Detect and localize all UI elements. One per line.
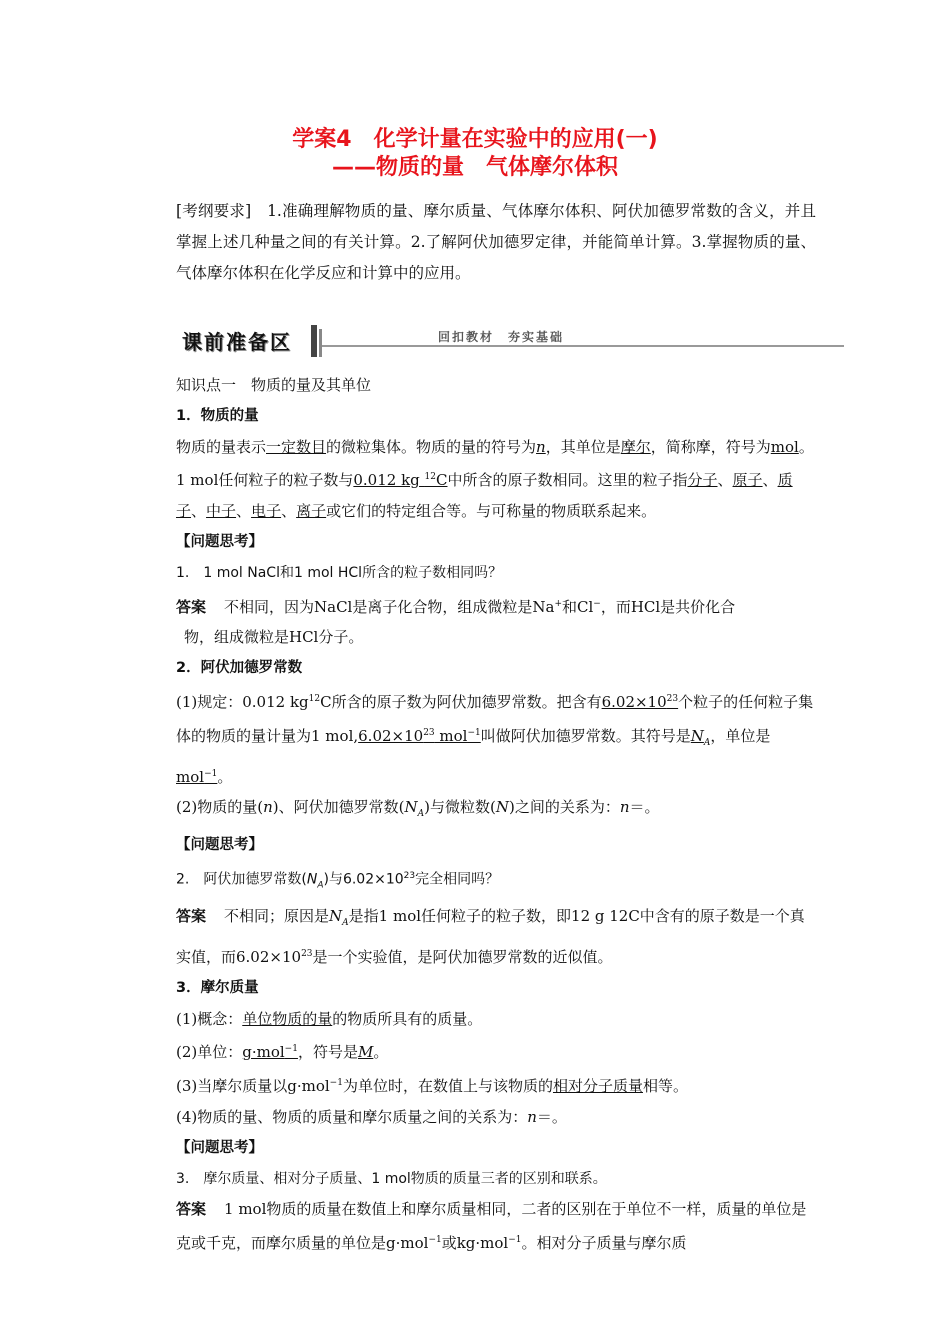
knowledge-point-heading: 知识点一 物质的量及其单位 xyxy=(176,376,372,394)
question-1: 1. 1 mol NaCl和1 mol HCl所含的粒子数相同吗？ xyxy=(176,564,503,581)
question-think-label: 【问题思考】 xyxy=(176,533,263,550)
page-subtitle: ——物质的量 气体摩尔体积 xyxy=(331,155,618,180)
banner-divider-thin xyxy=(319,329,322,357)
heading-avogadro: 2．阿伏加德罗常数 xyxy=(176,660,303,677)
paragraph-amount-definition: 物质的量表示一定数目的微粒集体。物质的量的符号为n，其单位是摩尔，简称摩，符号为mol。1 mol任何粒子的粒子数与0.012 kg $^{12}$C中所含的原子数相同。这里的粒子指分子、原子、质子、中子、电子、离子或它们的特定组合等。与可称量的物质联系起来。 xyxy=(176,437,814,521)
paragraph-molar-mass-relation: (4)物质的量、物质的质量和摩尔质量之间的关系为：n＝。 xyxy=(176,1107,567,1126)
question-think-label: 【问题思考】 xyxy=(176,1139,263,1156)
paragraph-molar-mass-concept: (1)概念：单位物质的量的物质所具有的质量。 xyxy=(176,1009,483,1028)
banner-divider xyxy=(311,325,317,357)
question-2: 2. 阿伏加德罗常数$(N_A)$与$6.02\times 10^{23}$完全相同吗？ xyxy=(176,870,500,891)
answer-2: 答案 不相同；原因是$N_A$是指1 mol任何粒子的粒子数，即12 g 12C中含有的原子数是一个真实值，而$6.02\times 10^{23}$是一个实验值，是阿伏加德罗常数的近似值。 xyxy=(176,907,805,966)
question-3: 3. 摩尔质量、相对分子质量、1 mol物质的质量三者的区别和联系。 xyxy=(176,1170,607,1187)
exam-requirements: [考纲要求] 1.准确理解物质的量、摩尔质量、气体摩尔体积、阿伏加德罗常数的含义，并且掌握上述几种量之间的有关计算。2.了解阿伏加德罗定律，并能简单计算。3.掌握物质的量、气体摩尔体积在化学反应和计算中的应用。 xyxy=(176,202,816,282)
heading-molar-mass: 3．摩尔质量 xyxy=(176,979,259,996)
answer-3: 答案 1 mol物质的质量在数值上和摩尔质量相同，二者的区别在于单位不一样，质量的单位是克或千克，而摩尔质量的单位是g·mol$^{-1}$或kg·mol$^{-1}$。相对分子质量与摩尔质 xyxy=(176,1200,807,1253)
answer-1: 答案 不相同，因为NaCl是离子化合物，组成微粒是Na+和Cl−，而HCl是共价化合 xyxy=(176,597,736,616)
banner-rule xyxy=(322,345,844,347)
paragraph-relation-n: (2)物质的量(n)、阿伏加德罗常数$(N_A)$与微粒数(N)之间的关系为：n＝。 xyxy=(176,798,660,820)
answer-1-continued: 物，组成微粒是HCl分子。 xyxy=(184,628,364,647)
paragraph-molar-mass-unit: (2)单位：g·mol$^{-1}$，符号是M。 xyxy=(176,1043,389,1062)
question-think-label: 【问题思考】 xyxy=(176,837,263,854)
banner-tag: 课前准备区 xyxy=(182,330,292,354)
banner-subtitle: 回扣教材 夯实基础 xyxy=(438,330,565,344)
main-content xyxy=(176,370,816,1259)
heading-amount-of-substance: 1．物质的量 xyxy=(176,407,259,424)
section-banner xyxy=(176,325,844,359)
paragraph-molar-mass-value: (3)当摩尔质量以g·mol$^{-1}$为单位时，在数值上与该物质的相对分子质量相等。 xyxy=(176,1077,688,1096)
paragraph-avogadro-definition: (1)规定：0.012 $kg^{12}C$所含的原子数为阿伏加德罗常数。把含有$6.02\times 10^{23}$个粒子的任何粒子集体的物质的量计量为1 $mol,6.02\times 10^{23}$ mol$^{-1}$叫做阿伏加德罗常数。其符号是$N_A$，单位是mol$^{-1}$。 xyxy=(176,692,814,786)
page-title: 学案4 化学计量在实验中的应用(一) xyxy=(292,127,658,152)
